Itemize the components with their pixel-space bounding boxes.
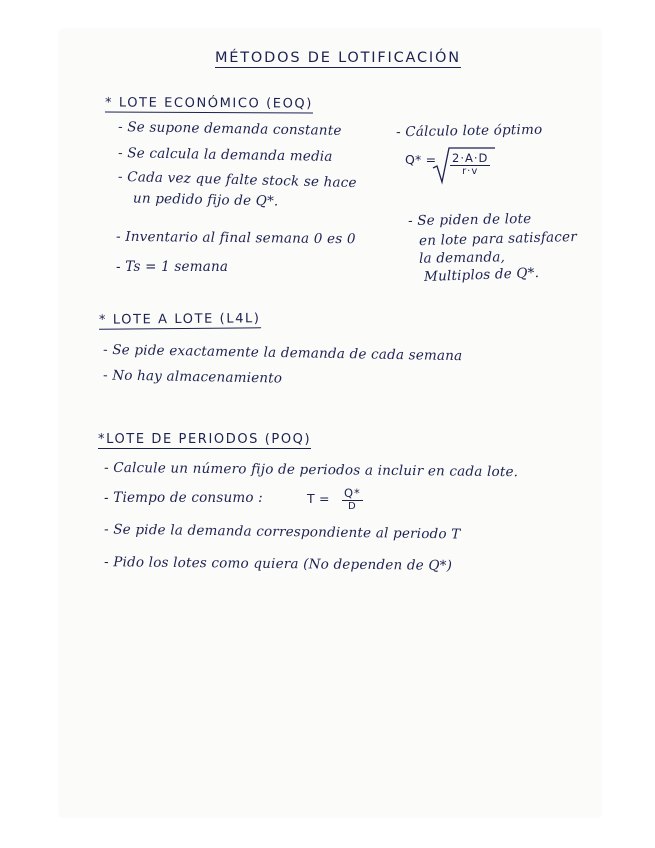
eoq-formula-numerator: 2·A·D: [452, 151, 489, 165]
eoq-line-2: - Se calcula la demanda media: [117, 145, 333, 165]
eoq-side-note-2-line-2: en lote para satisfacer: [418, 228, 578, 250]
poq-line-2: - Se pide la demanda correspondiente al periodo T: [103, 521, 461, 543]
poq-line-3: - Pido los lotes como quiera (No dependen de Q*): [103, 554, 453, 574]
poq-formula-numerator: Q*: [344, 486, 361, 500]
poq-formula-denominator: D: [348, 501, 357, 512]
eoq-line-4: un pedido fijo de Q*.: [132, 190, 279, 210]
eoq-line-3: - Cada vez que falte stock se hace: [117, 168, 357, 192]
poq-formula-lhs: T =: [307, 491, 330, 506]
poq-line-1: - Calcule un número fijo de periodos a incluir en cada lote.: [103, 459, 519, 481]
eoq-line-5: - Inventario al final semana 0 es 0: [115, 228, 356, 248]
poq-formula-fraction: [342, 486, 363, 512]
eoq-side-note-2-line-4: Multiplos de Q*.: [423, 264, 540, 286]
eoq-formula-lhs: Q* =: [405, 152, 437, 167]
eoq-line-6: - Ts = 1 semana: [116, 259, 229, 275]
eoq-line-1: - Se supone demanda constante: [117, 119, 342, 139]
eoq-heading: * LOTE ECONÓMICO (EOQ): [104, 95, 313, 112]
page-title: MÉTODOS DE LOTIFICACIÓN: [215, 50, 461, 66]
eoq-formula-fraction: [450, 151, 490, 177]
l4l-line-2: - No hay almacenamiento: [102, 367, 283, 387]
eoq-formula-denominator: r·v: [462, 166, 479, 177]
poq-heading: *LOTE DE PERIODOS (POQ): [98, 432, 312, 447]
l4l-line-1: - Se pide exactamente la demanda de cada semana: [102, 341, 463, 365]
l4l-heading: * LOTE A LOTE (L4L): [98, 311, 261, 328]
eoq-side-note-2-line-3: la demanda,: [418, 249, 506, 267]
eoq-side-note-1: - Cálculo lote óptimo: [395, 121, 543, 141]
poq-tiempo-label: - Tiempo de consumo :: [104, 490, 263, 506]
eoq-side-note-2-line-1: - Se piden de lote: [407, 210, 532, 230]
